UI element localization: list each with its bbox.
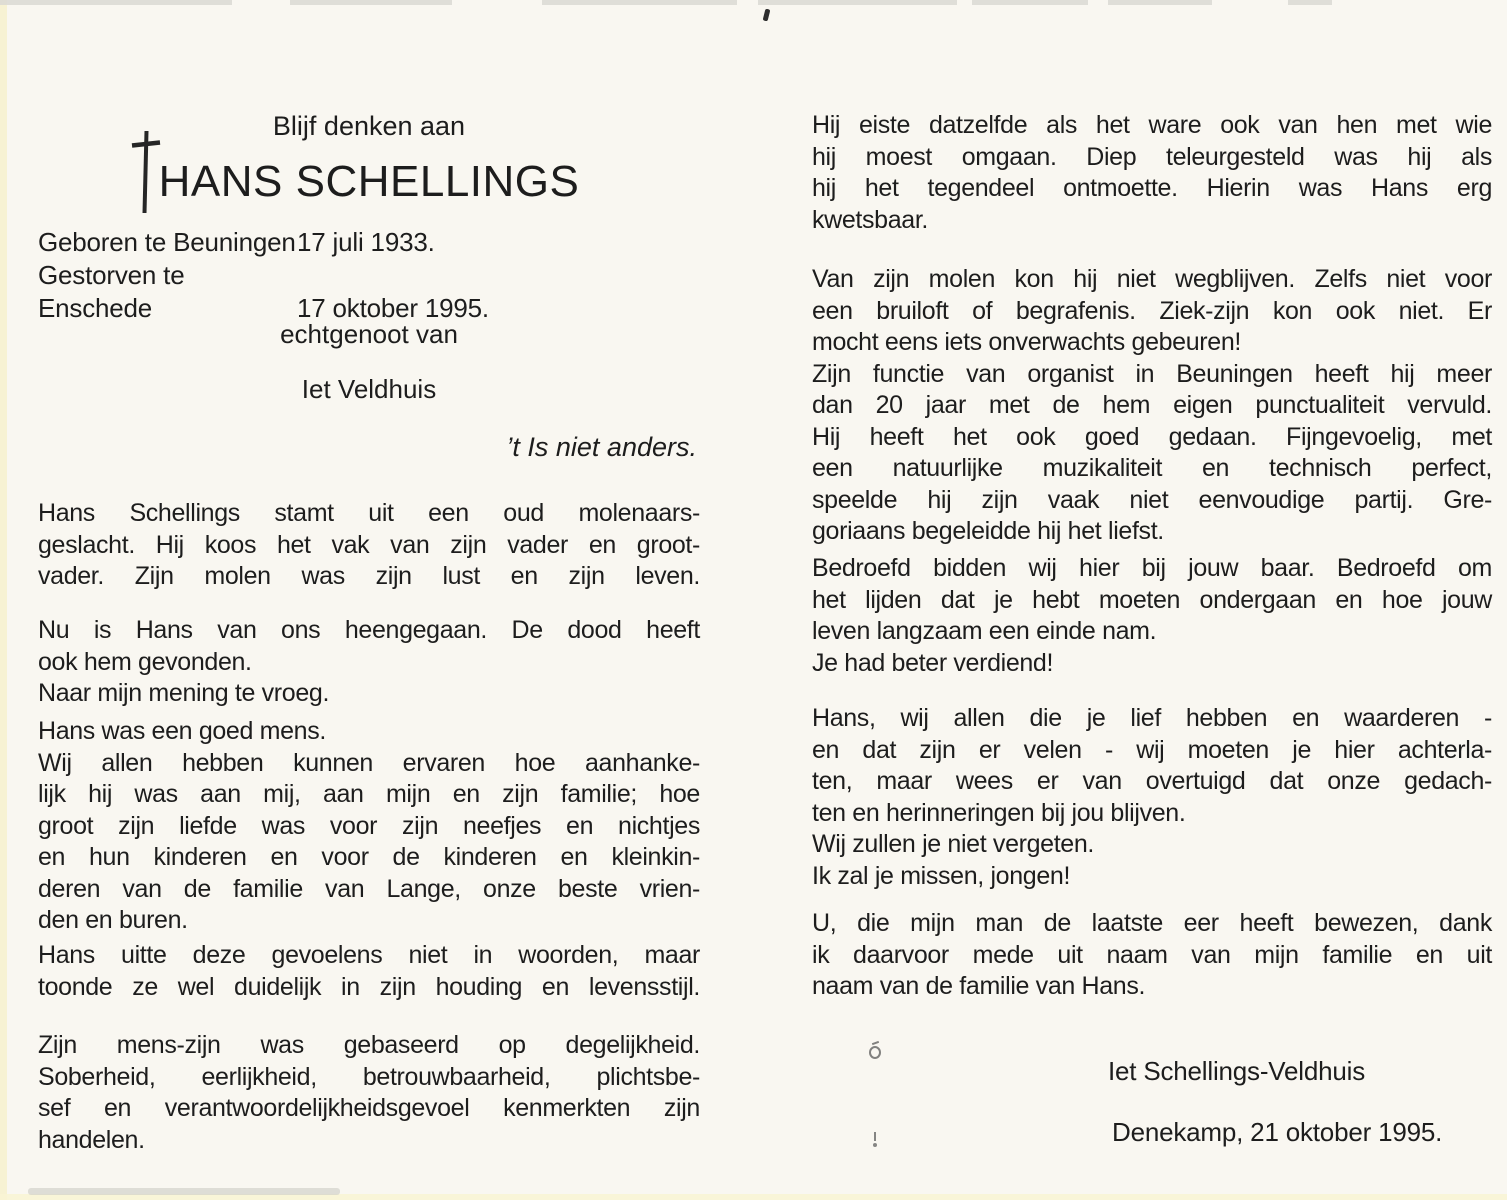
body-line: Zijn functie van organist in Beuningen heeft hij meer bbox=[812, 359, 1492, 388]
scan-edge-left bbox=[0, 0, 7, 1200]
spouse-name: Iet Veldhuis bbox=[301, 374, 437, 404]
body-line: Je had beter verdiend! bbox=[812, 648, 1054, 677]
body-line: het lijden dat je hebt moeten ondergaan en hoe jouw bbox=[812, 585, 1492, 614]
body-line: en dat zijn er velen - wij moeten je hier achterla- bbox=[812, 735, 1492, 764]
body-line: geslacht. Hij koos het vak van zijn vader en groot- bbox=[38, 530, 700, 559]
body-line: dan 20 jaar met de hem eigen punctualiteit vervuld. bbox=[812, 391, 1492, 419]
body-line: mocht eens iets onverwachts gebeuren! bbox=[812, 328, 1241, 356]
body-line: vader. Zijn molen was zijn lust en zijn leven. bbox=[38, 562, 700, 590]
body-line: Zijn mens-zijn was gebaseerd op degelijkheid. bbox=[38, 1031, 700, 1059]
body-line: Wij zullen je niet vergeten. bbox=[812, 830, 1095, 858]
paragraph bbox=[38, 1030, 700, 1156]
scan-artifact bbox=[763, 9, 771, 22]
body-line: U, die mijn man de laatste eer heeft bewezen, dank bbox=[812, 909, 1492, 937]
life-dates bbox=[38, 226, 700, 325]
motto: ’t Is niet anders. bbox=[506, 432, 697, 462]
body-line: Hans was een goed mens. bbox=[38, 717, 326, 745]
death-label: Gestorven te Enschede bbox=[38, 260, 185, 323]
body-line: Ik zal je missen, jongen! bbox=[812, 861, 1071, 890]
paragraph bbox=[812, 553, 1492, 679]
body-line: lijk hij was aan mij, aan mijn en zijn familie; hoe bbox=[38, 780, 700, 808]
memorial-intro: Blijf denken aan bbox=[272, 111, 466, 141]
body-line: en hun kinderen en voor de kinderen en kleinkin- bbox=[38, 843, 700, 871]
signature: Iet Schellings-Veldhuis bbox=[1108, 1056, 1365, 1086]
birth-date: 17 juli 1933. bbox=[297, 227, 435, 257]
place-date: Denekamp, 21 oktober 1995. bbox=[1112, 1117, 1443, 1147]
body-line: deren van de familie van Lange, onze beste vrien- bbox=[38, 874, 700, 903]
body-line: Hij heeft het ook goed gedaan. Fijngevoelig, met bbox=[812, 422, 1492, 451]
body-line: een natuurlijke muzikaliteit en technisch perfect, bbox=[812, 454, 1492, 482]
body-line: Soberheid, eerlijkheid, betrouwbaarheid, plichtsbe- bbox=[38, 1062, 700, 1091]
body-line: hij het tegendeel ontmoette. Hierin was Hans erg bbox=[812, 174, 1492, 202]
body-line: handelen. bbox=[38, 1125, 145, 1154]
body-line: Hans uitte deze gevoelens niet in woorden, maar bbox=[38, 941, 700, 969]
body-line: Van zijn molen kon hij niet wegblijven. Zelfs niet voor bbox=[812, 265, 1492, 293]
body-line: Nu is Hans van ons heengegaan. De dood heeft bbox=[38, 616, 700, 644]
body-line: naam van de familie van Hans. bbox=[812, 972, 1146, 1000]
body-line: leven langzaam een einde nam. bbox=[812, 617, 1157, 645]
body-line: Bedroefd bidden wij hier bij jouw baar. Bedroefd om bbox=[812, 554, 1492, 582]
body-line: een bruiloft of begrafenis. Ziek-zijn kon ook niet. Er bbox=[812, 296, 1492, 325]
body-line: den en buren. bbox=[38, 906, 188, 934]
body-line: Wij allen hebben kunnen ervaren hoe aanhanke- bbox=[38, 748, 700, 777]
left-column bbox=[38, 0, 700, 1200]
body-line: Hij eiste datzelfde als het ware ook van hen met wie bbox=[812, 111, 1492, 139]
paragraph bbox=[38, 940, 700, 1003]
paragraph bbox=[812, 264, 1492, 548]
body-line: toonde ze wel duidelijk in zijn houding en levensstijl. bbox=[38, 972, 700, 1001]
body-line: groot zijn liefde was voor zijn neefjes en nichtjes bbox=[38, 811, 700, 840]
body-line: ten en herinneringen bij jou blijven. bbox=[812, 798, 1186, 827]
body-line: hij moest omgaan. Diep teleurgesteld was hij als bbox=[812, 142, 1492, 171]
body-line: ook hem gevonden. bbox=[38, 647, 252, 676]
death-row bbox=[38, 259, 700, 325]
paragraph bbox=[38, 615, 700, 710]
death-date: 17 oktober 1995. bbox=[297, 293, 489, 323]
spouse-intro: echtgenoot van bbox=[280, 319, 458, 349]
right-column bbox=[812, 0, 1492, 1200]
paragraph bbox=[38, 716, 700, 937]
body-line: sef en verantwoordelijkheidsgevoel kenmerkten zijn bbox=[38, 1094, 700, 1122]
body-line: ik daarvoor mede uit naam van mijn familie en uit bbox=[812, 940, 1492, 969]
body-line: Naar mijn mening te vroeg. bbox=[38, 679, 330, 707]
birth-label: Geboren te Beuningen bbox=[38, 227, 296, 257]
body-line: goriaans begeleidde hij het liefst. bbox=[812, 517, 1164, 545]
paragraph bbox=[38, 498, 700, 593]
body-line: speelde hij zijn vaak niet eenvoudige partij. Gre- bbox=[812, 485, 1492, 514]
body-line: Hans Schellings stamt uit een oud molenaars- bbox=[38, 499, 700, 527]
body-line: kwetsbaar. bbox=[812, 205, 929, 234]
body-line: Hans, wij allen die je lief hebben en waarderen - bbox=[812, 704, 1492, 732]
paragraph bbox=[812, 110, 1492, 236]
birth-row bbox=[38, 226, 700, 259]
paragraph bbox=[812, 908, 1492, 1003]
paragraph bbox=[812, 703, 1492, 892]
deceased-name: HANS SCHELLINGS bbox=[158, 157, 580, 206]
body-line: ten, maar wees er van overtuigd dat onze gedach- bbox=[812, 767, 1492, 795]
